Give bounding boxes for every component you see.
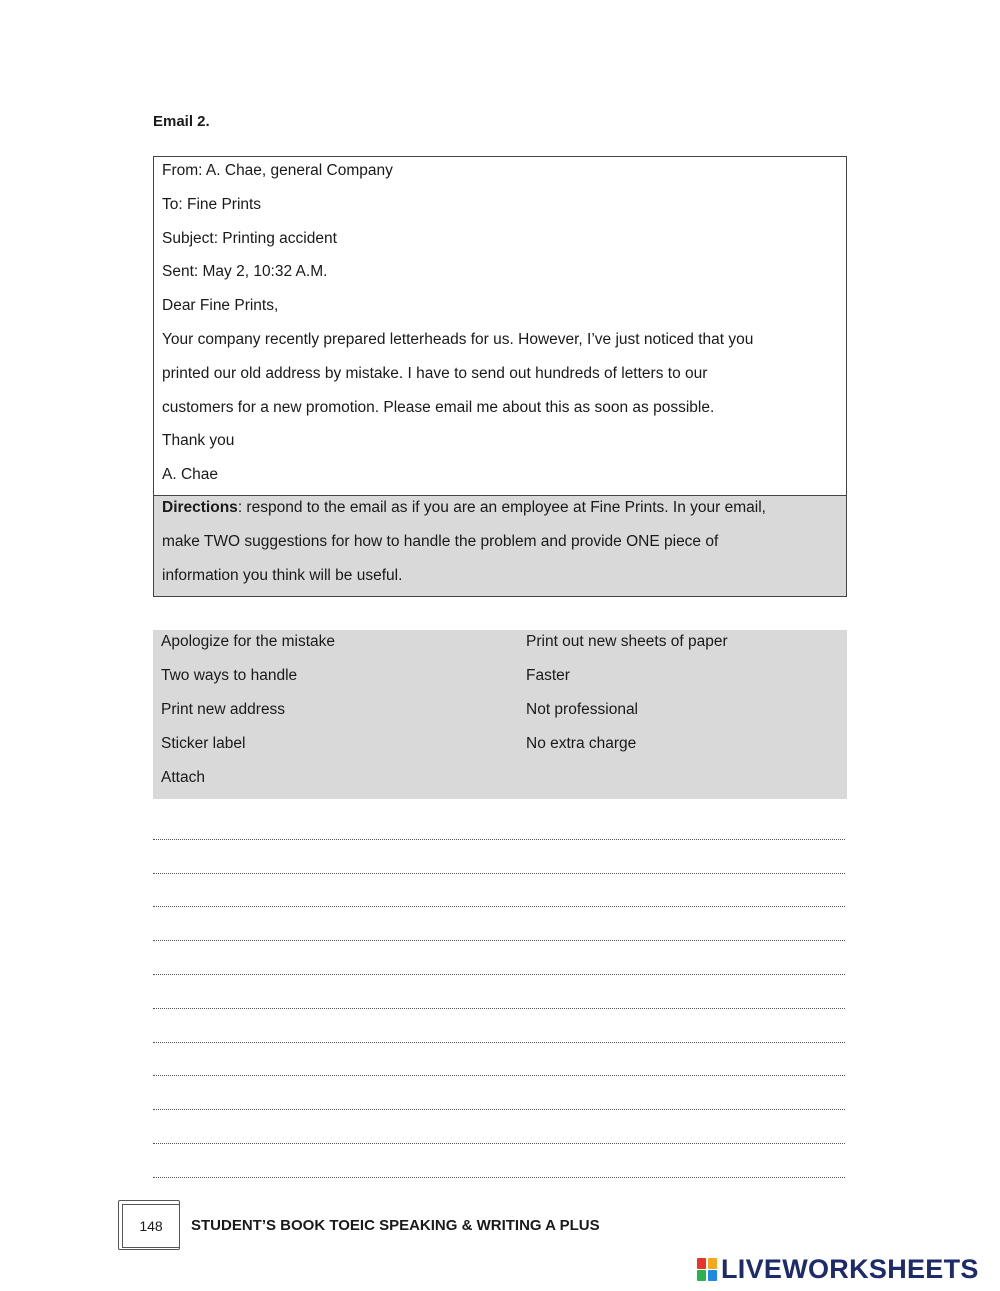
answer-line[interactable] (153, 874, 845, 908)
answer-line[interactable] (153, 1110, 845, 1144)
answer-line[interactable] (153, 1076, 845, 1110)
answer-line[interactable] (153, 1043, 845, 1077)
answer-line[interactable] (153, 806, 845, 840)
directions-line (162, 496, 838, 530)
directions-text: : respond to the email as if you are an employee at Fine Prints. In your email, (237, 498, 766, 516)
email-signature: A. Chae (162, 466, 219, 484)
page-number: 148 (139, 1218, 163, 1234)
answer-line[interactable] (153, 1144, 845, 1178)
answer-line[interactable] (153, 840, 845, 874)
hint-item: Apologize for the mistake (161, 633, 336, 650)
directions-box (154, 495, 846, 596)
email-closing: Thank you (162, 432, 235, 450)
logo-block-icon (697, 1270, 706, 1281)
email-content (154, 157, 846, 495)
email-subject: Subject: Printing accident (162, 229, 337, 247)
hint-item: Two ways to handle (161, 667, 298, 684)
directions-line: information you think will be useful. (162, 566, 403, 584)
email-body-line: customers for a new promotion. Please email me about this as soon as possible. (162, 398, 715, 416)
email-from: From: A. Chae, general Company (162, 162, 393, 179)
directions-label: Directions (162, 498, 238, 516)
hint-item: Sticker label (161, 735, 246, 752)
hint-item: Faster (526, 667, 570, 684)
hint-item: Print new address (161, 701, 286, 718)
footer-title: STUDENT’S BOOK TOEIC SPEAKING & WRITING A PLUS (191, 1217, 600, 1234)
email-to: To: Fine Prints (162, 195, 262, 213)
logo-block-icon (708, 1258, 717, 1269)
hint-item: Not professional (526, 701, 639, 718)
section-heading: Email 2. (153, 113, 210, 130)
email-body-line: Your company recently prepared letterheads for us. However, I’ve just noticed that you (162, 330, 754, 348)
answer-line[interactable] (153, 941, 845, 975)
email-box (153, 156, 847, 597)
email-sent: Sent: May 2, 10:32 A.M. (162, 263, 328, 281)
logo-text: LIVEWORKSHEETS (721, 1253, 979, 1284)
answer-line[interactable] (153, 975, 845, 1009)
liveworksheets-logo (697, 1254, 979, 1284)
answer-line[interactable] (153, 1009, 845, 1043)
email-greeting: Dear Fine Prints, (162, 297, 279, 315)
hint-item: Attach (161, 769, 205, 786)
hint-item: Print out new sheets of paper (526, 633, 728, 650)
hint-item: No extra charge (526, 735, 637, 752)
directions-line: make TWO suggestions for how to handle the problem and provide ONE piece of (162, 532, 719, 550)
answer-area[interactable] (153, 806, 845, 1178)
page-number-badge (118, 1200, 184, 1252)
email-body-line: printed our old address by mistake. I have to send out hundreds of letters to our (162, 364, 708, 382)
answer-line[interactable] (153, 907, 845, 941)
logo-icon (697, 1256, 719, 1282)
logo-block-icon (697, 1258, 706, 1269)
hint-box (153, 630, 847, 799)
logo-block-icon (708, 1270, 717, 1281)
